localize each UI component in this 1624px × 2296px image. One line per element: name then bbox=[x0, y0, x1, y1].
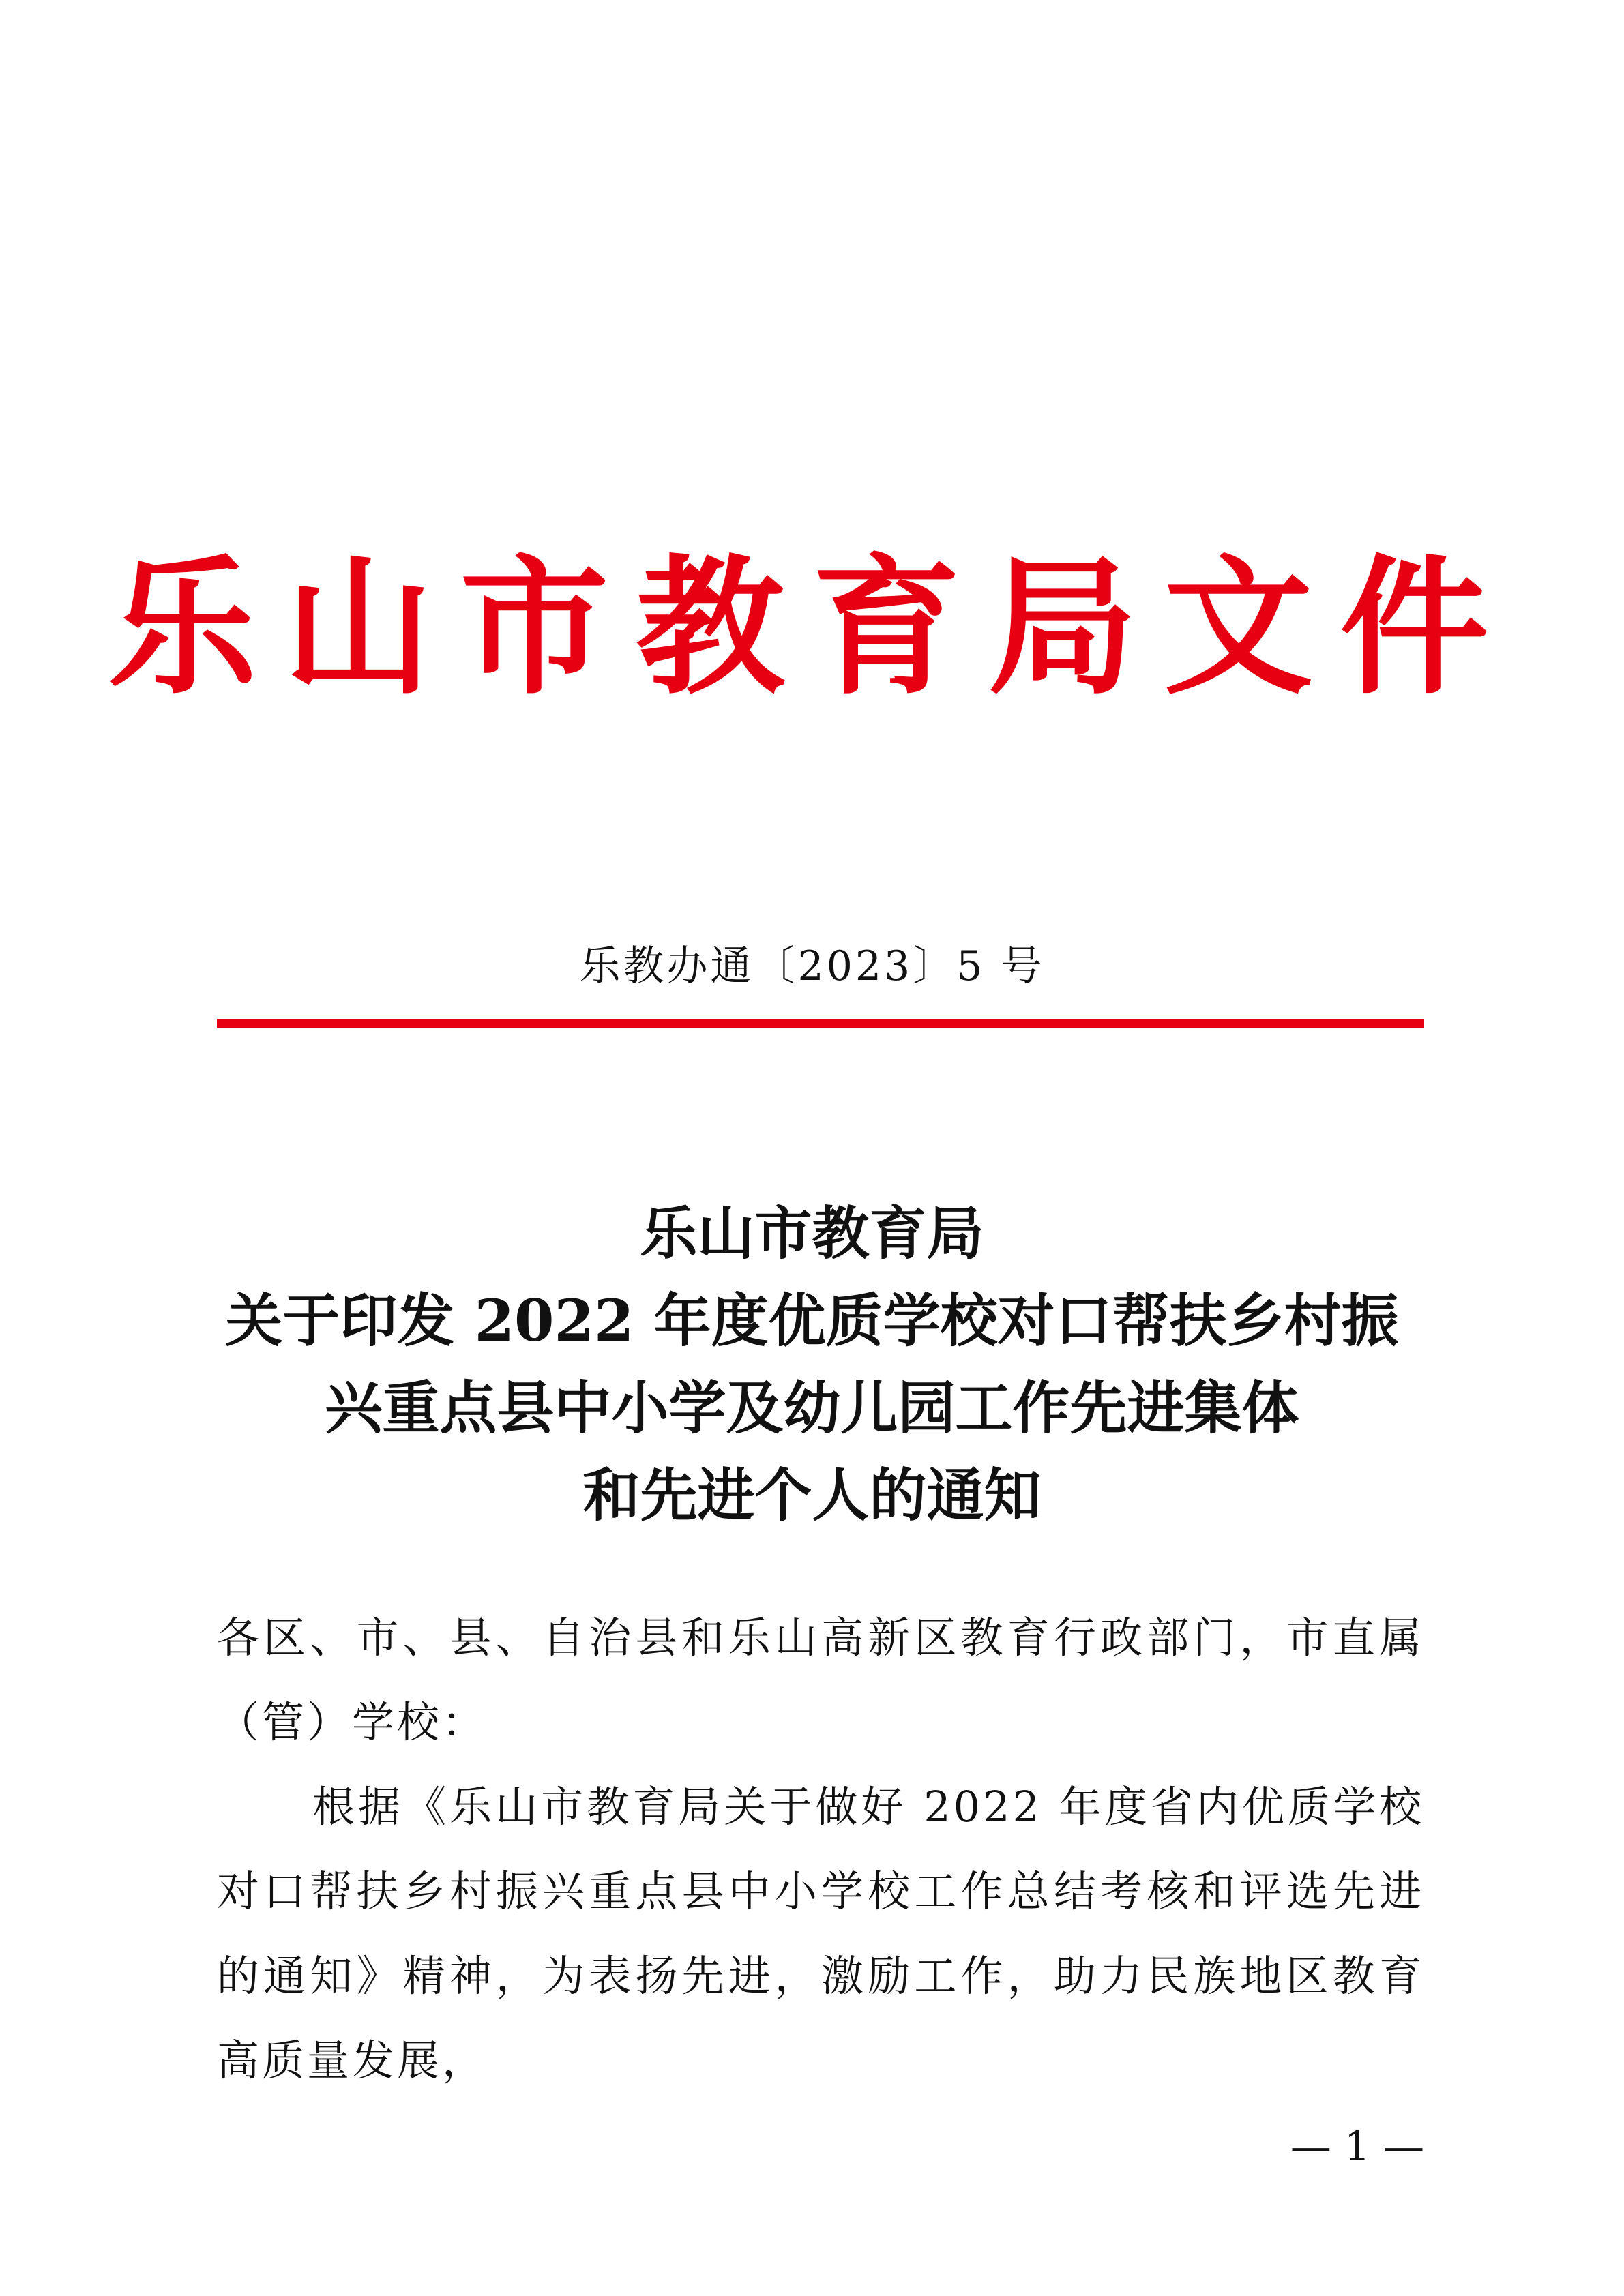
masthead-title: 乐山市教育局文件 bbox=[108, 540, 1516, 715]
red-divider-rule bbox=[217, 1019, 1424, 1028]
title-line-2: 关于印发 2022 年度优质学校对口帮扶乡村振 bbox=[225, 1287, 1399, 1354]
notice-title bbox=[0, 1190, 1624, 1539]
page-number: — 1 — bbox=[1290, 2123, 1425, 2171]
title-line-3: 兴重点县中小学及幼儿园工作先进集体 bbox=[325, 1374, 1299, 1442]
title-line-4: 和先进个人的通知 bbox=[582, 1461, 1042, 1529]
document-number: 乐教办通〔2023〕5 号 bbox=[579, 942, 1045, 990]
body-paragraph: 根据《乐山市教育局关于做好 2022 年度省内优质学校对口帮扶乡村振兴重点县中小学校工作总结考核和评选先进的通知》精神，为表扬先进，激励工作，助力民族地区教育高质量发展， bbox=[217, 1782, 1424, 2085]
title-line-1: 乐山市教育局 bbox=[640, 1199, 984, 1267]
salutation: 各区、市、县、自治县和乐山高新区教育行政部门，市直属（管）学校： bbox=[217, 1613, 1424, 1747]
